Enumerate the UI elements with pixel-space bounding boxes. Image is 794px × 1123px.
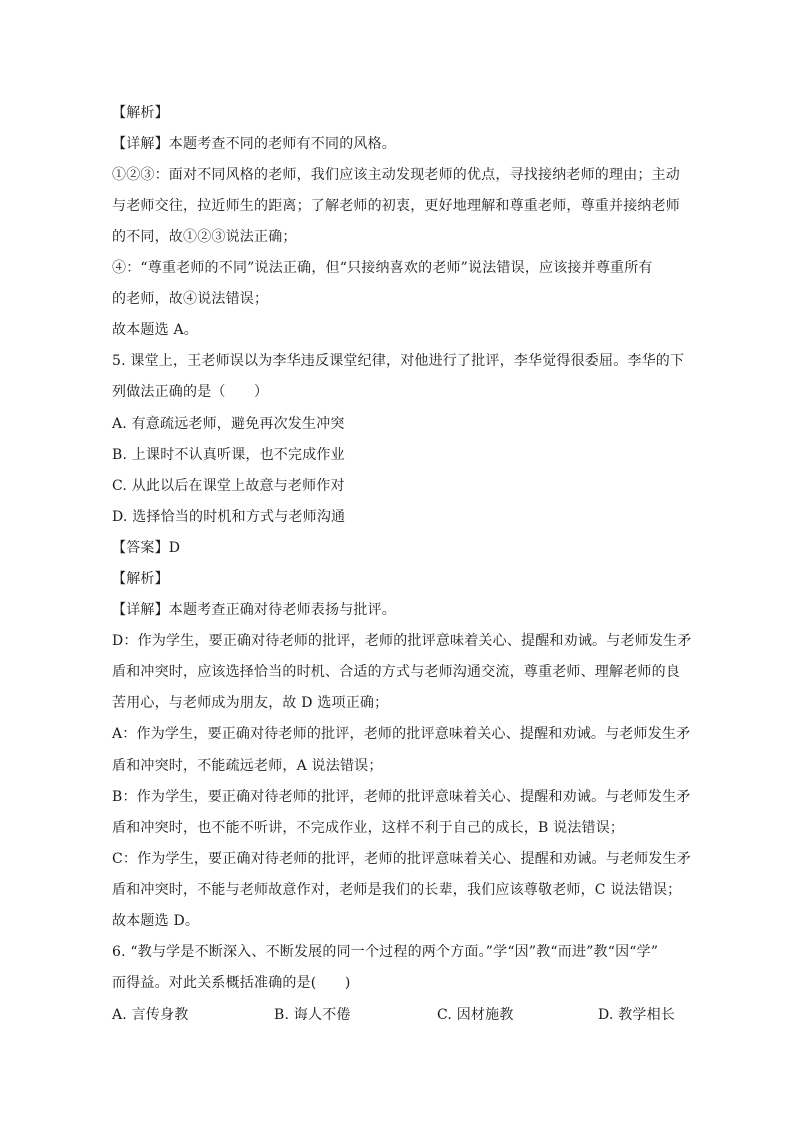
q6-option-a: A. 言传身教 xyxy=(112,1007,189,1023)
q5-detail-line: 【详解】本题考查正确对待老师表扬与批评。 xyxy=(112,602,396,618)
q6-option-b: B. 诲人不倦 xyxy=(274,1007,351,1023)
q5-analysis-tag: 【解析】 xyxy=(112,571,169,587)
q5-explain-line: A：作为学生，要正确对待老师的批评，老师的批评意味着关心、提醒和劝诫。与老师发生矛 xyxy=(112,726,691,742)
q6-option-c: C. 因材施教 xyxy=(437,1007,514,1023)
q5-option-a: A. 有意疏远老师，避免再次发生冲突 xyxy=(112,416,345,432)
q6-option-d: D. 教学相长 xyxy=(598,1007,676,1023)
q5-explain-line: 盾和冲突时，不能与老师故意作对，老师是我们的长辈，我们应该尊敬老师，C 说法错误； xyxy=(112,882,682,898)
q5-conclusion: 故本题选 D。 xyxy=(112,913,200,929)
q6-stem-line: 而得益。对此关系概括准确的是( ) xyxy=(112,975,351,991)
q5-explain-line: D：作为学生，要正确对待老师的批评，老师的批评意味着关心、提醒和劝诫。与老师发生矛 xyxy=(112,633,692,649)
q4-conclusion: 故本题选 A。 xyxy=(112,322,198,338)
q5-explain-line: 盾和冲突时，也不能不听讲，不完成作业，这样不利于自己的成长，B 说法错误； xyxy=(112,820,625,836)
q5-option-b: B. 上课时不认真听课，也不完成作业 xyxy=(112,447,345,463)
q4-explain-line: ①②③：面对不同风格的老师，我们应该主动发现老师的优点，寻找接纳老师的理由；主动 xyxy=(112,167,680,183)
q4-explain-line: 与老师交往，拉近师生的距离；了解老师的初衷，更好地理解和尊重老师，尊重并接纳老师 xyxy=(112,198,680,214)
q6-options-row xyxy=(112,1005,682,1025)
q5-answer: 【答案】D xyxy=(112,540,181,556)
q5-explain-line: C：作为学生，要正确对待老师的批评，老师的批评意味着关心、提醒和劝诫。与老师发生矛 xyxy=(112,851,691,867)
q4-explain-line: 的不同，故①②③说法正确； xyxy=(112,229,297,245)
q4-analysis-tag: 【解析】 xyxy=(112,105,169,121)
q5-stem-line: 列做法正确的是（ ） xyxy=(112,384,269,400)
q4-detail-line: 【详解】本题考查不同的老师有不同的风格。 xyxy=(112,136,396,152)
q5-option-d: D. 选择恰当的时机和方式与老师沟通 xyxy=(112,509,346,525)
q4-explain-line: ④：“尊重老师的不同”说法正确，但“只接纳喜欢的老师”说法错误，应该接并尊重所有 xyxy=(112,260,653,276)
q4-explain-line: 的老师，故④说法错误； xyxy=(112,291,269,307)
q5-explain-line: B：作为学生，要正确对待老师的批评，老师的批评意味着关心、提醒和劝诫。与老师发生矛 xyxy=(112,789,691,805)
q5-option-c: C. 从此以后在课堂上故意与老师作对 xyxy=(112,478,345,494)
q5-explain-line: 苦用心，与老师成为朋友，故 D 选项正确； xyxy=(112,695,389,711)
q5-explain-line: 盾和冲突时，应该选择恰当的时机、合适的方式与老师沟通交流，尊重老师、理解老师的良 xyxy=(112,664,680,680)
q6-stem-line: 6. “教与学是不断深入、不断发展的同一个过程的两个方面。”学“因”教“而进”教“因“学” xyxy=(112,944,659,960)
q5-explain-line: 盾和冲突时，不能疏远老师，A 说法错误； xyxy=(112,758,383,774)
q5-stem-line: 5. 课堂上，王老师误以为李华违反课堂纪律，对他进行了批评，李华觉得很委屈。李华的下 xyxy=(112,353,685,369)
